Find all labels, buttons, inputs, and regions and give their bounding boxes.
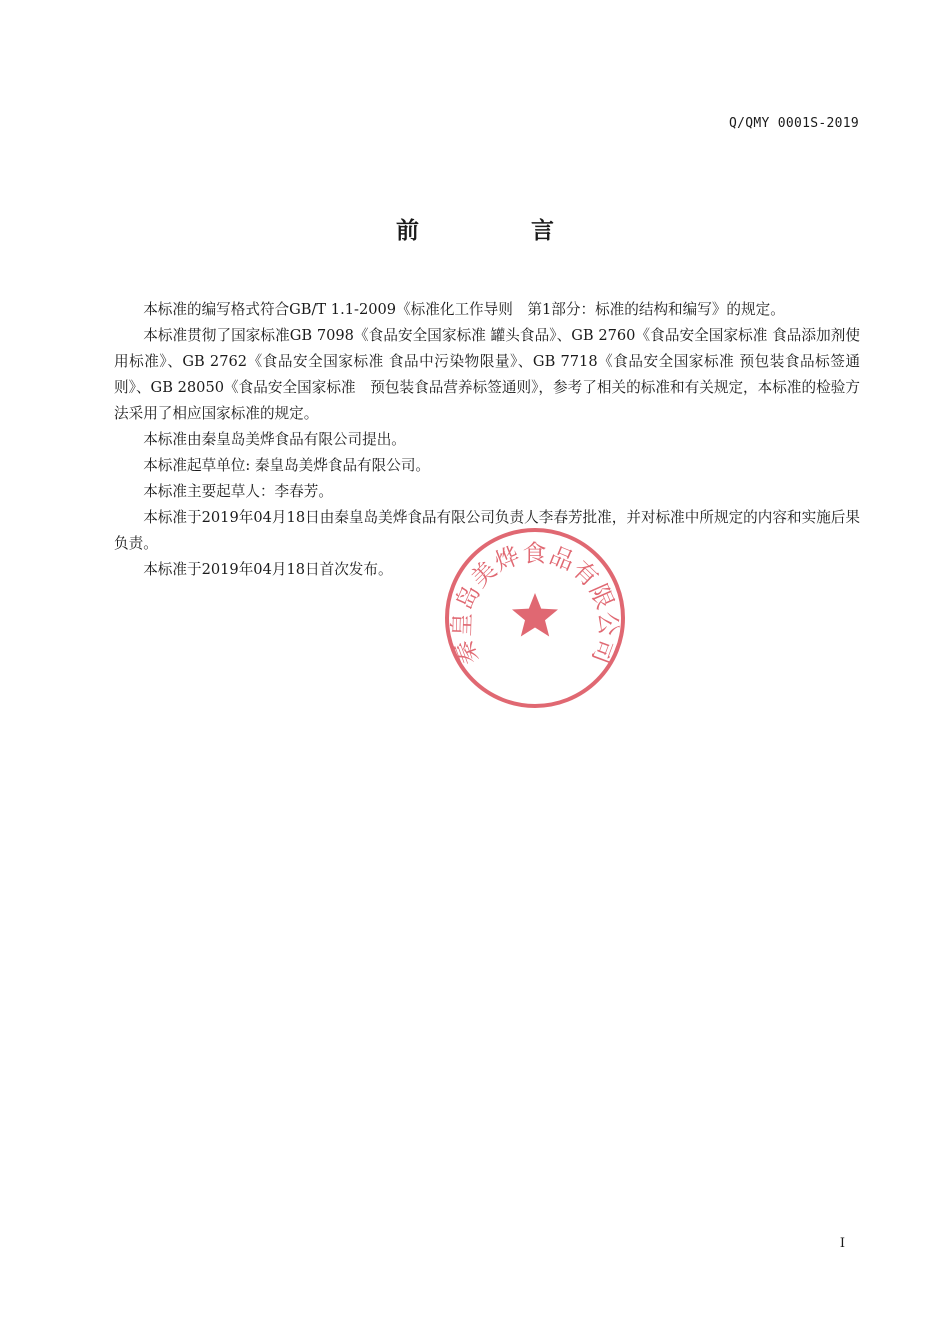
page-title: 前言: [396, 218, 666, 244]
paragraph-proposer: 本标准由秦皇岛美烨食品有限公司提出。: [143, 431, 406, 448]
paragraph-format: 本标准的编写格式符合GB/T 1.1-2009《标准化工作导则 第1部分：标准的结构和编写》的规定。: [143, 301, 785, 318]
company-seal-stamp: [440, 523, 630, 713]
paragraph-references: 本标准贯彻了国家标准GB 7098《食品安全国家标准 罐头食品》、GB 2760《食品安全国家标准 食品添加剂使用标准》、GB 2762《食品安全国家标准 食品中污染物限量》、GB 7718《食品安全国家标准 预包装食品标签通则》、GB 28050《食品安全国家标准 预包装食品营养标签通则》，参考了相关的标准和有关规定，本标准的检验方法采用了相应国家标准的规定。: [114, 327, 860, 422]
paragraph-drafter: 本标准主要起草人：李春芳。: [143, 483, 333, 500]
page-number: I: [839, 1236, 845, 1251]
document-code: Q/QMY 0001S-2019: [728, 116, 859, 131]
paragraph-drafting-unit: 本标准起草单位: 秦皇岛美烨食品有限公司。: [143, 457, 431, 474]
paragraph-release: 本标准于2019年04月18日首次发布。: [143, 561, 393, 578]
seal-text-path: 秦皇岛美烨食品有限公司: [447, 539, 623, 669]
seal-star: [512, 593, 558, 637]
paragraph-approval: 本标准于2019年04月18日由秦皇岛美烨食品有限公司负责人李春芳批准，并对标准中所规定的内容和实施后果负责。: [114, 509, 860, 552]
